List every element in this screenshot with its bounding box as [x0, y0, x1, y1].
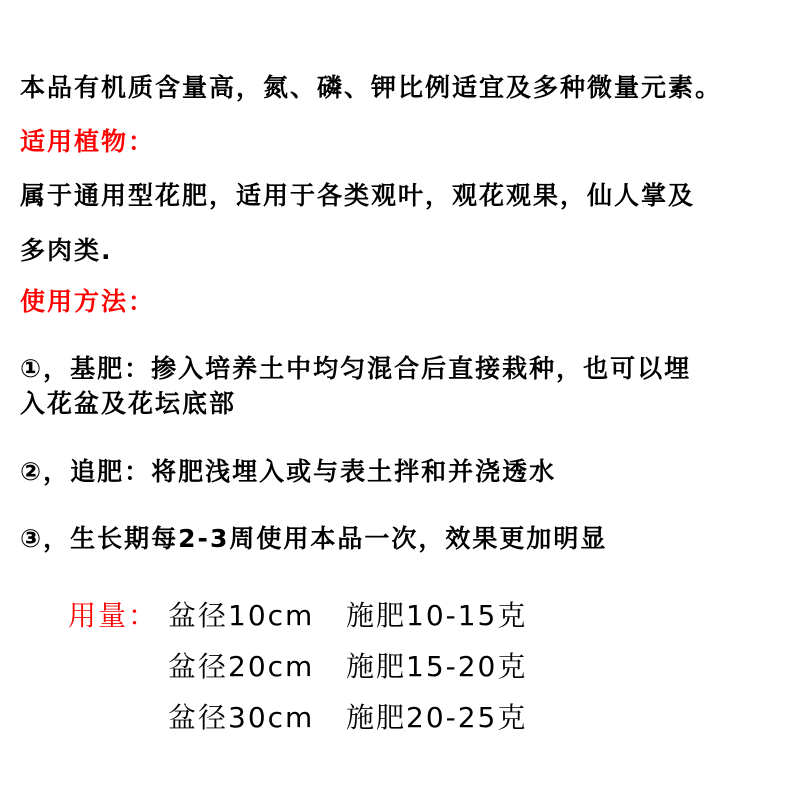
- usage-step1-line1: ①，基肥：掺入培养土中均匀混合后直接栽种，也可以埋: [20, 354, 692, 383]
- usage-step3: ③，生长期每2-3周使用本品一次，效果更加明显: [20, 524, 608, 553]
- dosage-row-2: [68, 650, 588, 684]
- dosage-amount: 施肥20-25克: [346, 701, 528, 734]
- usage-heading: 使用方法：: [20, 287, 156, 316]
- dosage-pot-size: 盆径20cm: [168, 650, 315, 683]
- usage-step2: ②，追肥：将肥浅埋入或与表土拌和并浇透水: [20, 457, 557, 486]
- dosage-row-3: [68, 701, 588, 735]
- dosage-amount: 施肥15-20克: [346, 650, 528, 683]
- plants-text-line2: 多肉类.: [20, 236, 113, 265]
- dosage-label: 用量：: [68, 599, 159, 632]
- usage-step1-line2: 入花盆及花坛底部: [20, 389, 237, 418]
- intro-text: 本品有机质含量高，氮、磷、钾比例适宜及多种微量元素。: [20, 73, 723, 102]
- dosage-pot-size: 盆径10cm: [168, 599, 315, 632]
- plants-text-line1: 属于通用型花肥，适用于各类观叶，观花观果，仙人掌及: [20, 181, 696, 210]
- dosage-amount: 施肥10-15克: [346, 599, 528, 632]
- dosage-pot-size: 盆径30cm: [168, 701, 315, 734]
- plants-heading: 适用植物：: [20, 127, 156, 156]
- dosage-row-1: [68, 599, 588, 633]
